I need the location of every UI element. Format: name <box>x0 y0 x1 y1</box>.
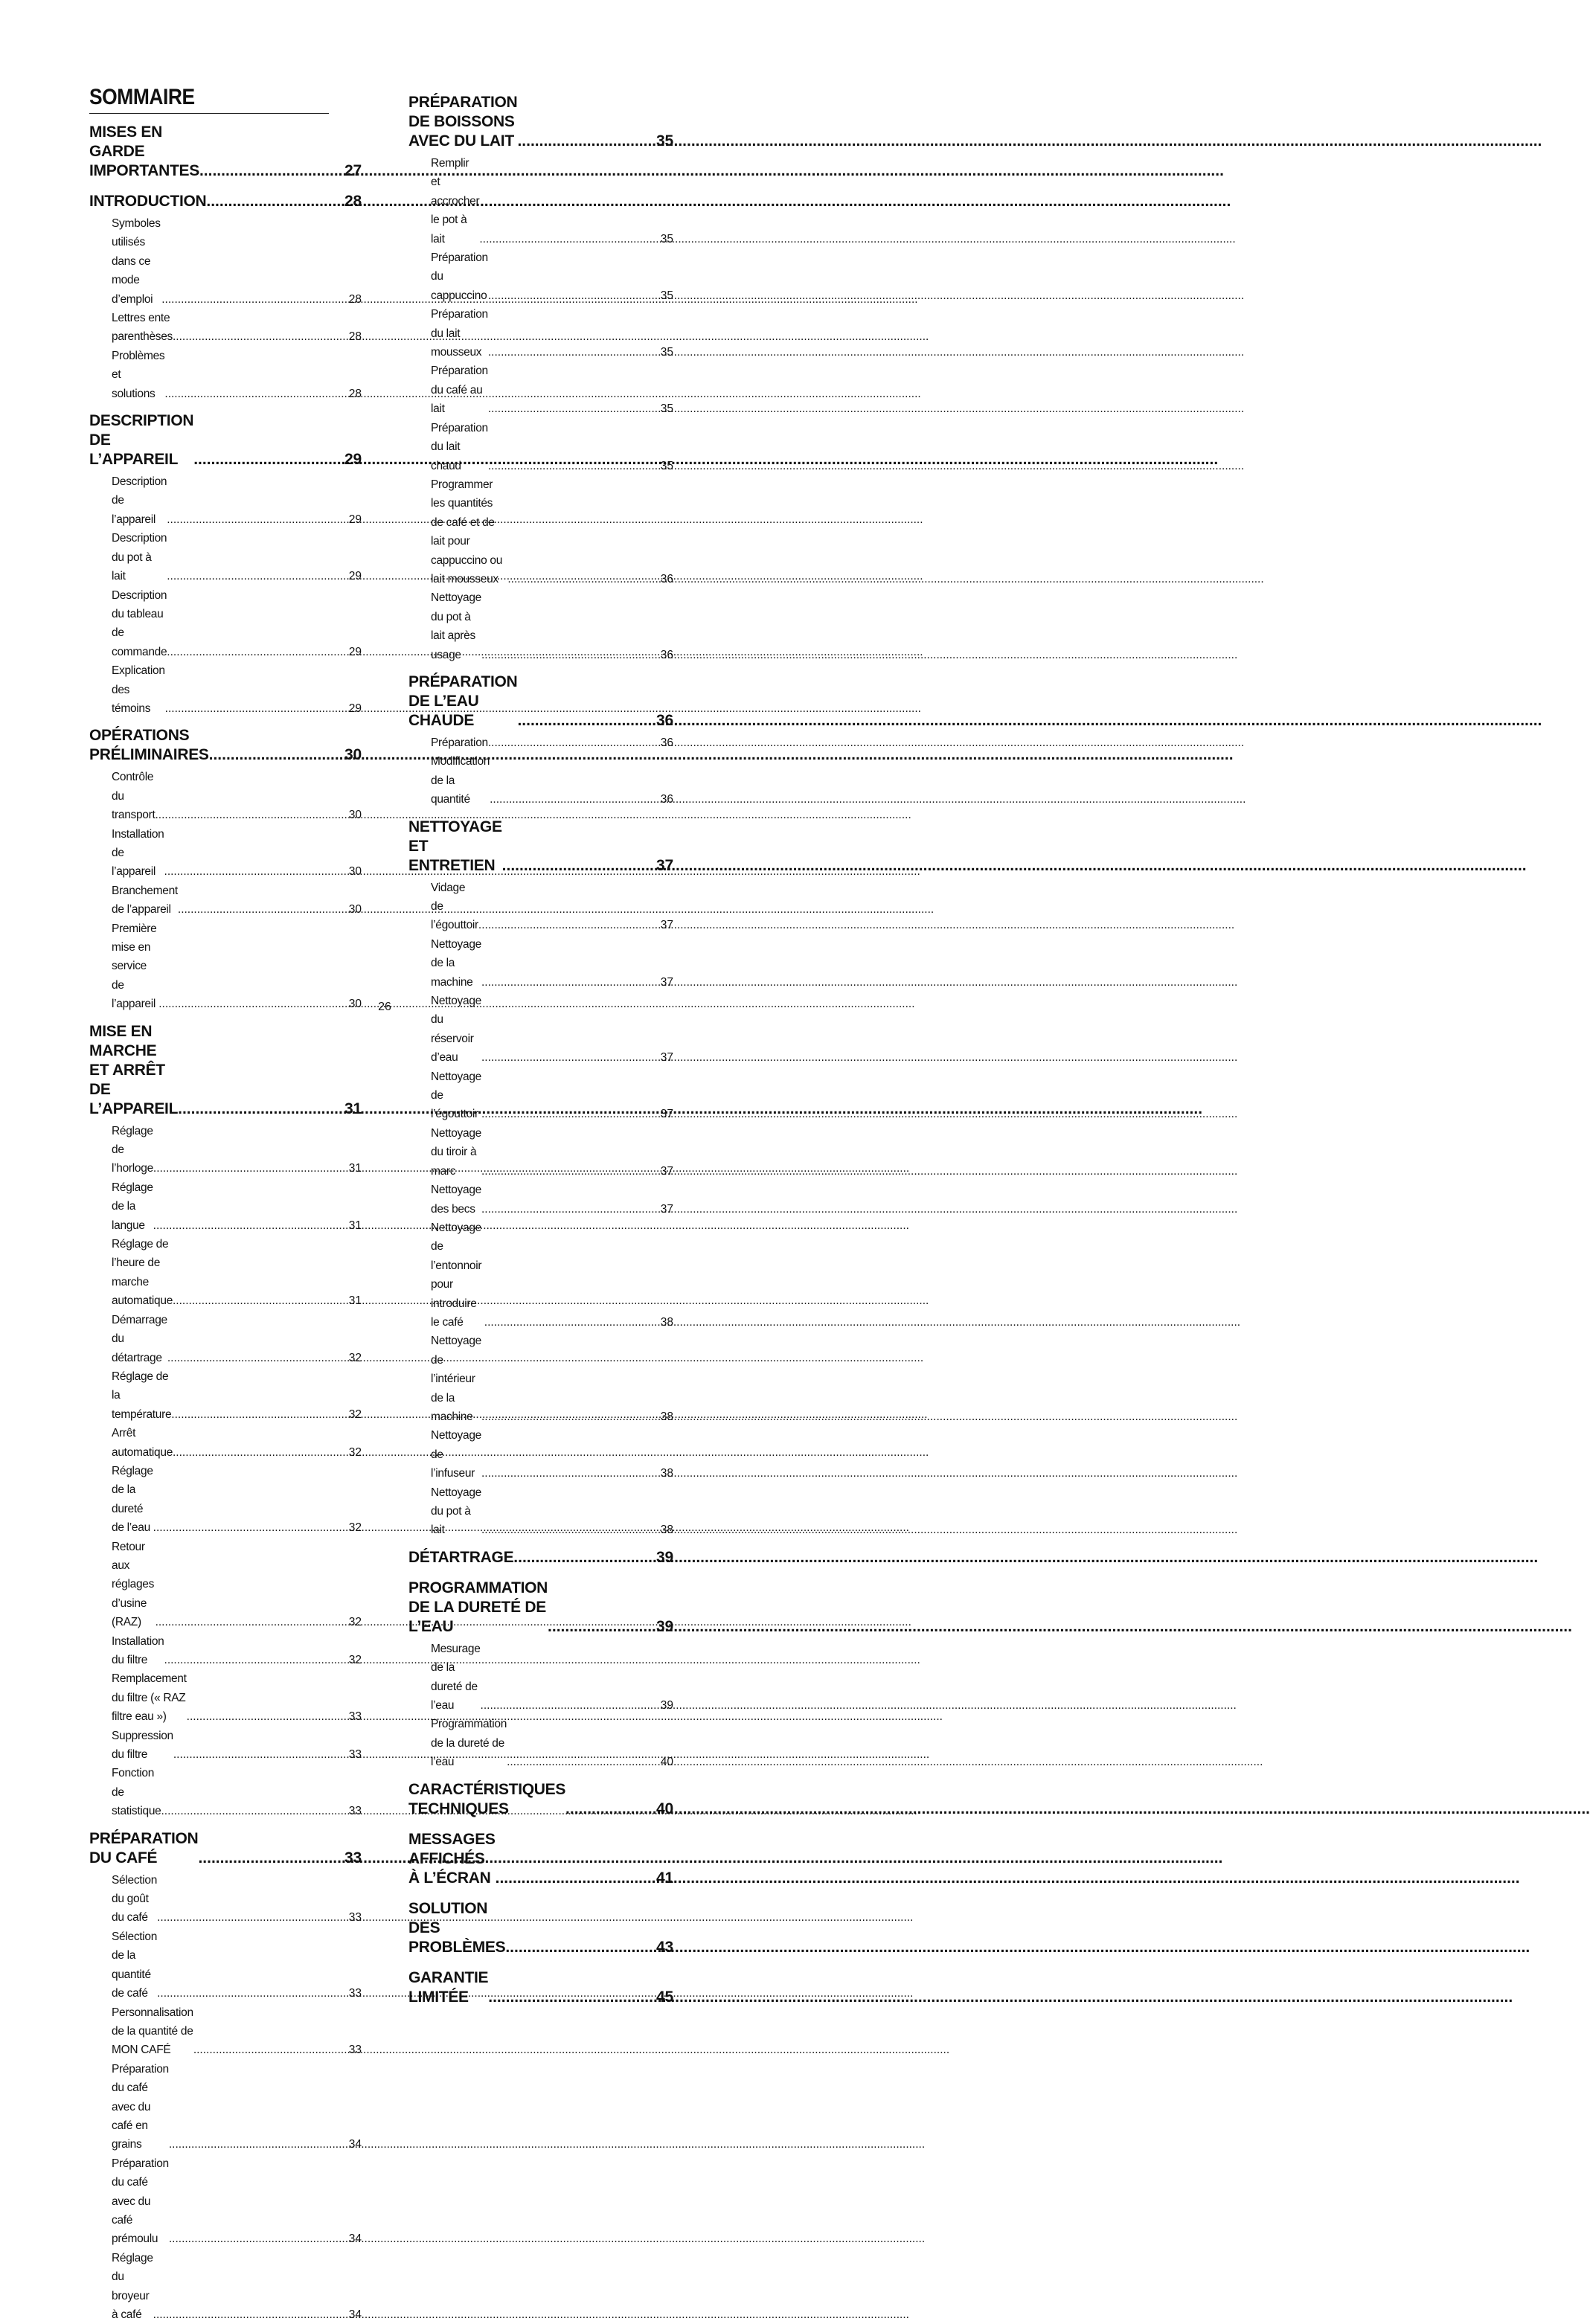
toc-section <box>408 815 673 1540</box>
toc-item-label: Réglage de la température <box>112 1370 172 1421</box>
toc-section <box>89 1019 362 1821</box>
toc-section-page: 40 <box>656 1800 673 1817</box>
toc-item-page: 38 <box>660 1467 673 1480</box>
dot-leader <box>165 699 349 718</box>
toc-section <box>408 1576 673 1772</box>
dot-leader <box>479 230 660 248</box>
toc-item-page: 34 <box>348 2308 362 2321</box>
toc-item-label: Programmer les quantités de café et de lait pour cappuccino ou lait mousseux <box>431 478 506 585</box>
toc-item-page: 40 <box>660 1756 673 1769</box>
dot-leader <box>481 1464 661 1483</box>
toc-item-label: Sélection de la quantité de café <box>112 1930 161 2000</box>
toc-item[interactable] <box>112 586 362 662</box>
toc-item-page: 31 <box>348 1162 362 1175</box>
toc-item[interactable] <box>431 879 673 935</box>
dot-leader <box>496 1869 656 1888</box>
toc-section-title: MISE EN MARCHE ET ARRÊT DE L’APPAREIL <box>89 1022 179 1117</box>
toc-item-label: Nettoyage du pot à lait <box>431 1486 484 1537</box>
dot-leader <box>153 2305 349 2324</box>
toc-section-page: 41 <box>656 1869 673 1887</box>
toc-section-heading[interactable] <box>408 670 673 734</box>
toc-section-title: NETTOYAGE ET ENTRETIEN <box>408 818 507 874</box>
dot-leader <box>478 916 661 934</box>
toc-item[interactable] <box>431 305 673 362</box>
toc-section-title: PRÉPARATION DE L’EAU CHAUDE <box>408 673 522 729</box>
dot-leader <box>209 745 344 765</box>
dot-leader <box>481 1105 661 1123</box>
toc-subitems <box>408 734 673 809</box>
dot-leader <box>199 161 344 181</box>
toc-item-page: 30 <box>348 809 362 822</box>
toc-section-title: DESCRIPTION DE L’APPAREIL <box>89 412 198 469</box>
dot-leader <box>517 132 656 151</box>
toc-section-heading[interactable] <box>408 1896 673 1960</box>
toc-item-page: 31 <box>348 1219 362 1232</box>
dot-leader <box>481 1200 661 1219</box>
dot-leader <box>167 567 349 585</box>
dot-leader <box>481 1048 661 1067</box>
toc-item-label: Préparation du café avec du café en grains <box>112 2062 172 2151</box>
dot-leader <box>169 2230 349 2248</box>
toc-item[interactable] <box>112 2154 362 2249</box>
toc-subitems <box>89 472 362 718</box>
toc-item[interactable] <box>112 1927 362 2003</box>
toc-item[interactable] <box>431 1124 673 1181</box>
toc-item-page: 31 <box>348 1294 362 1308</box>
dot-leader <box>488 399 661 418</box>
toc-item-label: Personnalisation de la quantité de MON CAFÉ <box>112 2006 196 2057</box>
dot-leader <box>178 900 349 919</box>
toc-item-label: Installation de l’appareil <box>112 827 167 879</box>
toc-item[interactable] <box>112 1462 362 1538</box>
toc-item[interactable] <box>112 1311 362 1367</box>
dot-leader <box>157 1984 349 2003</box>
toc-subitems <box>408 154 673 664</box>
toc-item[interactable] <box>112 1538 362 1632</box>
toc-item-label: Branchement de l’appareil <box>112 884 181 917</box>
toc-item[interactable] <box>112 309 362 347</box>
toc-item[interactable] <box>431 1332 673 1426</box>
toc-item[interactable] <box>112 882 362 919</box>
toc-item[interactable] <box>112 1122 362 1178</box>
toc-subitems <box>89 768 362 1013</box>
toc-item-page: 33 <box>348 1911 362 1925</box>
dot-leader <box>173 1745 349 1764</box>
toc-item-page: 34 <box>348 2232 362 2246</box>
toc-item-label: Nettoyage des becs <box>431 1184 484 1216</box>
toc-item-page: 28 <box>348 330 362 344</box>
dot-leader <box>164 1651 349 1669</box>
toc-right-column <box>408 85 673 2010</box>
dot-leader <box>167 643 348 661</box>
toc-item-page: 32 <box>348 1654 362 1666</box>
dot-leader <box>481 1162 661 1181</box>
toc-item[interactable] <box>112 768 362 824</box>
toc-item[interactable] <box>112 1178 362 1235</box>
toc-item-page: 30 <box>348 865 362 879</box>
toc-subitems <box>408 1640 673 1772</box>
toc-item-label: Problèmes et solutions <box>112 349 168 400</box>
toc-item-label: Nettoyage de l’infuseur <box>431 1429 484 1480</box>
toc-item-label: Remplacement du filtre (« RAZ filtre eau ») <box>112 1672 190 1724</box>
toc-item-label: Réglage de la langue <box>112 1181 156 1232</box>
toc-item-label: Nettoyage du réservoir d’eau <box>431 995 484 1065</box>
toc-item-label: Symboles utilisés dans ce mode d’emploi <box>112 217 164 306</box>
toc-section-page: 43 <box>656 1938 673 1956</box>
toc-item-label: Réglage de l’horloge <box>112 1124 156 1175</box>
toc-item-page: 30 <box>348 998 362 1011</box>
toc-item[interactable] <box>112 1367 362 1424</box>
toc-item[interactable] <box>112 472 362 529</box>
toc-section-title: PRÉPARATION DE BOISSONS AVEC DU LAIT <box>408 94 522 150</box>
toc-section-heading[interactable] <box>89 1019 362 1122</box>
dot-leader <box>488 286 661 305</box>
toc-item-page: 33 <box>348 1987 362 2000</box>
toc-item-label: Démarrage du détartrage <box>112 1313 170 1364</box>
toc-item-label: Préparation du café au lait <box>431 365 491 416</box>
toc-item[interactable] <box>431 1640 673 1715</box>
toc-item-page: 37 <box>660 1202 673 1216</box>
toc-item[interactable] <box>431 734 673 752</box>
toc-item-label: Remplir et accrocher le pot à lait <box>431 157 483 245</box>
toc-section <box>408 1965 673 2010</box>
toc-item-label: Description du tableau de commande <box>112 588 170 658</box>
toc-subitems <box>89 214 362 403</box>
toc-item[interactable] <box>112 919 362 1014</box>
toc-section <box>89 408 362 718</box>
toc-subitems <box>408 879 673 1540</box>
toc-item[interactable] <box>112 2249 362 2324</box>
toc-section-page: 35 <box>656 132 673 150</box>
toc-section-title: CARACTÉRISTIQUES TECHNIQUES <box>408 1780 570 1817</box>
dot-leader <box>481 973 661 992</box>
dot-leader <box>488 1988 656 2007</box>
dot-leader <box>178 1100 344 1119</box>
toc-item-label: Modification de la quantité <box>431 755 493 806</box>
toc-item[interactable] <box>431 475 673 588</box>
toc-section-heading[interactable] <box>89 723 362 768</box>
toc-section <box>408 1545 673 1570</box>
toc-item-label: Réglage de l’heure de marche automatique <box>112 1238 173 1308</box>
toc-section-heading[interactable] <box>408 1777 673 1822</box>
toc-item-page: 39 <box>660 1699 673 1712</box>
toc-section <box>408 1827 673 1891</box>
toc-item-page: 29 <box>348 570 362 583</box>
toc-item-page: 37 <box>660 1164 673 1178</box>
toc-item-page: 38 <box>660 1524 673 1537</box>
dot-leader <box>171 1405 348 1424</box>
dot-leader <box>565 1800 656 1819</box>
page-title: SOMMAIRE <box>89 82 329 114</box>
toc-item[interactable] <box>431 1426 673 1483</box>
toc-item-page: 32 <box>348 1521 362 1535</box>
toc-item-label: Installation du filtre <box>112 1634 167 1666</box>
toc-section <box>89 189 362 403</box>
toc-section-heading[interactable] <box>89 1826 362 1871</box>
toc-section-page: 36 <box>656 711 673 729</box>
dot-leader <box>161 1802 349 1820</box>
toc-item-label: Suppression du filtre <box>112 1729 176 1762</box>
toc-item-page: 37 <box>660 1051 673 1065</box>
toc-item-label: Nettoyage du tiroir à marc <box>431 1126 484 1178</box>
toc-item[interactable] <box>431 1219 673 1332</box>
toc-item[interactable] <box>112 1727 362 1765</box>
toc-item-page: 32 <box>348 1407 362 1421</box>
dot-leader <box>193 450 344 469</box>
toc-item-label: Description du pot à lait <box>112 532 170 583</box>
toc-item[interactable] <box>431 419 673 475</box>
dot-leader <box>488 343 661 362</box>
dot-leader <box>517 711 656 731</box>
dot-leader <box>155 806 348 824</box>
toc-item-page: 35 <box>660 232 673 245</box>
toc-section-page: 29 <box>344 451 362 469</box>
toc-section-title: MESSAGES AFFICHÉS À L’ÉCRAN <box>408 1830 499 1887</box>
toc-right-list <box>408 90 673 2010</box>
dot-leader <box>193 2041 349 2059</box>
dot-leader <box>157 1908 349 1927</box>
toc-item-page: 32 <box>348 1445 362 1459</box>
dot-leader <box>488 457 661 475</box>
toc-item-page: 33 <box>348 1710 362 1724</box>
toc-item[interactable] <box>112 1764 362 1820</box>
dot-leader <box>161 290 349 309</box>
toc-item-page: 35 <box>660 459 673 472</box>
toc-item-label: Fonction de statistique <box>112 1767 161 1818</box>
toc-item-label: Explication des témoins <box>112 664 168 715</box>
toc-item-page: 28 <box>348 292 362 306</box>
toc-item-page: 38 <box>660 1315 673 1329</box>
toc-left-column <box>89 82 362 2324</box>
toc-item[interactable] <box>431 362 673 418</box>
toc-item[interactable] <box>431 1483 673 1540</box>
toc-item-page: 30 <box>348 903 362 917</box>
page-number: 26 <box>378 1001 391 1013</box>
toc-left-list <box>89 120 362 2324</box>
toc-item-page: 33 <box>348 2044 362 2057</box>
toc-item-label: Arrêt automatique <box>112 1427 173 1459</box>
toc-item-page: 32 <box>348 1616 362 1629</box>
toc-item[interactable] <box>112 1669 362 1726</box>
toc-item[interactable] <box>112 214 362 309</box>
dot-leader <box>507 570 660 588</box>
toc-item[interactable] <box>112 2060 362 2154</box>
toc-item[interactable] <box>112 1871 362 1927</box>
dot-leader <box>481 1407 661 1426</box>
toc-section-page: 39 <box>656 1617 673 1635</box>
toc-subitems <box>89 1871 362 2324</box>
dot-leader <box>488 734 661 752</box>
toc-item[interactable] <box>431 752 673 809</box>
toc-item[interactable] <box>431 154 673 248</box>
toc-section <box>408 670 673 809</box>
toc-section-heading[interactable] <box>408 1576 673 1640</box>
toc-item-label: Nettoyage de l’entonnoir pour introduire le café <box>431 1221 485 1329</box>
toc-item-page: 29 <box>348 702 362 715</box>
toc-item-label: Description de l’appareil <box>112 475 170 526</box>
toc-item-label: Mesurage de la dureté de l’eau <box>431 1642 484 1712</box>
toc-item-label: Nettoyage de la machine <box>431 937 484 989</box>
toc-item-page: 34 <box>348 2138 362 2151</box>
toc-item-page: 35 <box>660 402 673 416</box>
toc-section-page: 28 <box>344 193 362 210</box>
toc-item-label: Préparation du lait mousseux <box>431 308 491 359</box>
dot-leader <box>164 862 349 881</box>
toc-section <box>408 1777 673 1822</box>
dot-leader <box>169 2135 349 2154</box>
toc-item-page: 36 <box>660 572 673 585</box>
toc-section-title: OPÉRATIONS PRÉLIMINAIRES <box>89 727 209 764</box>
toc-item-label: Programmation de la dureté de l’eau <box>431 1718 510 1769</box>
toc-item[interactable] <box>112 529 362 585</box>
toc-item[interactable] <box>112 1235 362 1311</box>
dot-leader <box>507 1753 661 1771</box>
toc-section <box>408 90 673 664</box>
dot-leader <box>490 790 661 809</box>
toc-item-page: 36 <box>660 648 673 661</box>
toc-section-heading[interactable] <box>408 90 673 154</box>
toc-item-page: 33 <box>348 1748 362 1762</box>
toc-item-label: Retour aux réglages d’usine (RAZ) <box>112 1540 158 1629</box>
dot-leader <box>167 510 349 529</box>
toc-item-page: 28 <box>348 387 362 400</box>
toc-section-page: 37 <box>656 856 673 874</box>
dot-leader <box>156 1613 349 1631</box>
toc-item-label: Nettoyage de l’égouttoir <box>431 1070 484 1121</box>
dot-leader <box>206 192 344 211</box>
toc-section-title: SOLUTION DES PROBLÈMES <box>408 1899 506 1956</box>
toc-item-page: 36 <box>660 736 673 749</box>
toc-section-heading[interactable] <box>408 815 673 879</box>
toc-item-page: 37 <box>660 975 673 989</box>
toc-item-page: 37 <box>660 1108 673 1121</box>
dot-leader <box>167 1349 349 1367</box>
dot-leader <box>548 1617 656 1637</box>
dot-leader <box>173 1291 349 1310</box>
toc-section-page: 33 <box>344 1849 362 1866</box>
toc-section-heading[interactable] <box>89 120 362 184</box>
dot-leader <box>481 1521 661 1539</box>
dot-leader <box>153 1159 349 1178</box>
dot-leader <box>198 1849 344 1868</box>
toc-section <box>89 120 362 184</box>
toc-item[interactable] <box>431 1181 673 1219</box>
toc-item-label: Vidage de l’égouttoir <box>431 881 478 932</box>
toc-item-label: Préparation <box>431 736 488 749</box>
dot-leader <box>505 1938 656 1957</box>
toc-item-page: 35 <box>660 346 673 359</box>
dot-leader <box>153 1518 349 1537</box>
toc-item[interactable] <box>431 588 673 664</box>
toc-section-page: 39 <box>656 1548 673 1566</box>
toc-item-label: Réglage du broyeur à café <box>112 2251 156 2321</box>
toc-item-label: Nettoyage du pot à lait après usage <box>431 591 484 661</box>
dot-leader <box>481 1696 661 1715</box>
dot-leader <box>164 385 348 403</box>
toc-item-label: Préparation du cappuccino <box>431 251 491 302</box>
toc-section-page: 30 <box>344 746 362 764</box>
toc-item-label: Réglage de la dureté de l’eau <box>112 1464 156 1535</box>
dot-leader <box>513 1548 656 1567</box>
toc-item-page: 29 <box>348 513 362 526</box>
toc-item-page: 32 <box>348 1351 362 1364</box>
toc-section-heading[interactable] <box>89 189 362 214</box>
toc-item[interactable] <box>431 1068 673 1124</box>
toc-section-title: PRÉPARATION DU CAFÉ <box>89 1829 202 1866</box>
toc-subitems <box>89 1122 362 1821</box>
dot-leader <box>173 1443 349 1462</box>
toc-section-title: GARANTIE LIMITÉE <box>408 1968 493 2006</box>
toc-section-heading[interactable] <box>89 408 362 472</box>
toc-item[interactable] <box>112 1632 362 1670</box>
toc-item[interactable] <box>431 248 673 305</box>
toc-item[interactable] <box>112 661 362 718</box>
dot-leader <box>484 1313 661 1332</box>
toc-item-page: 29 <box>348 645 362 658</box>
toc-item-label: Préparation du café avec du café prémoulu <box>112 2157 172 2246</box>
toc-section-title: DÉTARTRAGE <box>408 1548 514 1566</box>
toc-section <box>89 1826 362 2324</box>
toc-section <box>408 1896 673 1960</box>
dot-leader <box>187 1707 349 1726</box>
dot-leader <box>481 646 661 664</box>
toc-section-page: 31 <box>344 1100 362 1117</box>
toc-item[interactable] <box>112 1424 362 1462</box>
toc-item-label: Sélection du goût du café <box>112 1873 161 1925</box>
toc-item-label: Nettoyage de l’intérieur de la machine <box>431 1335 484 1423</box>
toc-section-page: 27 <box>344 162 362 179</box>
toc-item[interactable] <box>112 825 362 882</box>
toc-section-heading[interactable] <box>408 1545 673 1570</box>
toc-section-title: PROGRAMMATION DE LA DURETÉ DE L’EAU <box>408 1579 552 1635</box>
toc-item-page: 37 <box>660 919 673 932</box>
toc-item-page: 33 <box>348 1805 362 1818</box>
toc-section-heading[interactable] <box>408 1827 673 1891</box>
toc-item-page: 36 <box>660 793 673 806</box>
toc-item-label: Contrôle du transport <box>112 771 157 822</box>
toc-item[interactable] <box>112 347 362 403</box>
toc-item-label: Préparation du lait chaud <box>431 421 491 472</box>
toc-item-label: Première mise en service de l’appareil <box>112 922 160 1011</box>
toc-section-heading[interactable] <box>408 1965 673 2010</box>
toc-item-page: 35 <box>660 289 673 302</box>
dot-leader <box>502 856 656 876</box>
dot-leader <box>153 1216 349 1235</box>
toc-section <box>89 723 362 1013</box>
toc-item-page: 38 <box>660 1410 673 1423</box>
toc-item[interactable] <box>431 1715 673 1771</box>
toc-section-title: INTRODUCTION <box>89 193 207 210</box>
toc-item[interactable] <box>112 2003 362 2060</box>
toc-item[interactable] <box>431 935 673 992</box>
toc-section-page: 45 <box>656 1988 673 2006</box>
toc-item-label: Lettres ente parenthèses <box>112 312 173 344</box>
toc-section-title: MISES EN GARDE IMPORTANTES <box>89 123 199 179</box>
dot-leader <box>173 327 349 346</box>
